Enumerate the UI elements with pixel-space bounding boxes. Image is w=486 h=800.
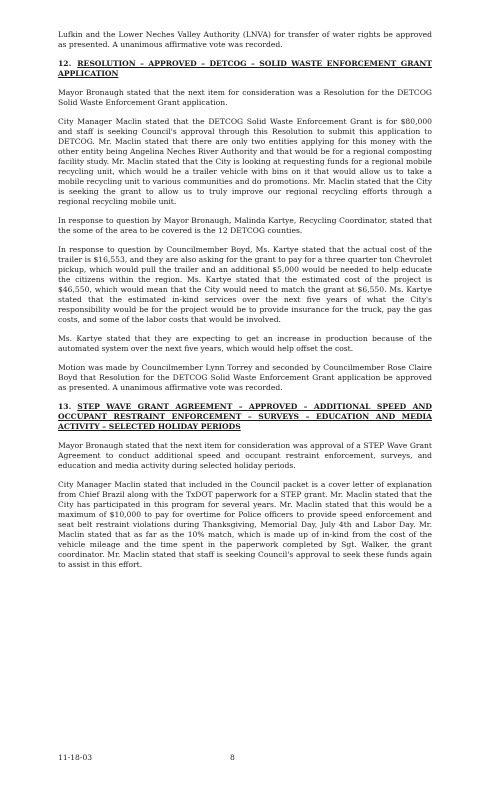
paragraph: Lufkin and the Lower Neches Valley Authority (LNVA) for transfer of water rights be approved as presented. A unanimous affirmative vote was recorded. <box>58 30 432 49</box>
paragraph: In response to question by Councilmember Boyd, Ms. Kartye stated that the actual cost of the trailer is $16,553, and they are also asking for the grant to pay for a three quarter ton Chevrolet pickup, which would pull the trailer and an additional $5,000 would be needed to help educate the citizens within the region. Ms. Kartye stated that the estimated cost of the project is $46,550, which would mean that the City would need to match the grant at $6,550. Ms. Kartye stated that the estimated in-kind services over the next five years of what the City's responsibility would be for the project would be to provide insurance for the truck, pay the gas costs, and some of the labor costs that would be involved. <box>58 245 432 324</box>
item-12-heading <box>58 59 432 79</box>
item-number: 13. <box>58 402 72 411</box>
paragraph: Motion was made by Councilmember Lynn Torrey and seconded by Councilmember Rose Claire Boyd that Resolution for the DETCOG Solid Waste Enforcement Grant application be approved as presented. A unanimous affirmative vote was recorded. <box>58 363 432 392</box>
paragraph: City Manager Maclin stated that the DETCOG Solid Waste Enforcement Grant is for $80,000 and staff is seeking Council's approval through this Resolution to submit this application to DETCOG. Mr. Maclin stated that there are only two entities applying for this money with the other entity being Angelina Neches River Authority and that would be for a regional composting facility study. Mr. Maclin stated that the City is looking at requesting funds for a regional mobile recycling unit, which would be a trailer vehicle with bins on it that would allow us to take a mobile recycling unit to various communities and do promotions. Mr. Maclin stated that the City is seeking the grant to allow us to truly improve our regional recycling efforts through a regional recycling mobile unit. <box>58 117 432 206</box>
item-13-heading <box>58 402 432 432</box>
item-title: RESOLUTION – APPROVED – DETCOG – SOLID WASTE ENFORCEMENT GRANT APPLICATION <box>58 59 432 78</box>
paragraph: Ms. Kartye stated that they are expecting to get an increase in production because of the automated system over the next five years, which would help offset the cost. <box>58 334 432 353</box>
paragraph: Mayor Bronaugh stated that the next item for consideration was a Resolution for the DETCOG Solid Waste Enforcement Grant application. <box>58 88 432 107</box>
item-number: 12. <box>58 59 72 68</box>
paragraph: City Manager Maclin stated that included in the Council packet is a cover letter of explanation from Chief Brazil along with the TxDOT paperwork for a STEP grant. Mr. Maclin stated that the City has participated in this program for several years. Mr. Maclin stated that this would be a maximum of $10,000 to pay for overtime for Police officers to provide speed enforcement and seat belt restraint violations during Thanksgiving, Memorial Day, July 4th and Labor Day. Mr. Maclin stated that as far as the 10% match, which is made up of in-kind from the cost of the vehicle mileage and the time spent in the paperwork completed by Sgt. Walker, the grant coordinator. Mr. Maclin stated that staff is seeking Council's approval to seek these funds again to assist in this effort. <box>58 480 432 569</box>
item-title: STEP WAVE GRANT AGREEMENT – APPROVED – ADDITIONAL SPEED AND OCCUPANT RESTRAINT ENFORCEMENT – SURVEYS – EDUCATION AND MEDIA ACTIVITY – SELECTED HOLIDAY PERIODS <box>58 402 432 431</box>
footer-date: 11-18-03 <box>58 753 93 762</box>
paragraph: Mayor Bronaugh stated that the next item for consideration was approval of a STEP Wave Grant Agreement to conduct additional speed and occupant restraint enforcement, surveys, and education and media activity during selected holiday periods. <box>58 441 432 470</box>
paragraph: In response to question by Mayor Bronaugh, Malinda Kartye, Recycling Coordinator, stated that the some of the area to be covered is the 12 DETCOG counties. <box>58 216 432 235</box>
page-number: 8 <box>230 753 235 762</box>
document-page <box>58 30 432 579</box>
